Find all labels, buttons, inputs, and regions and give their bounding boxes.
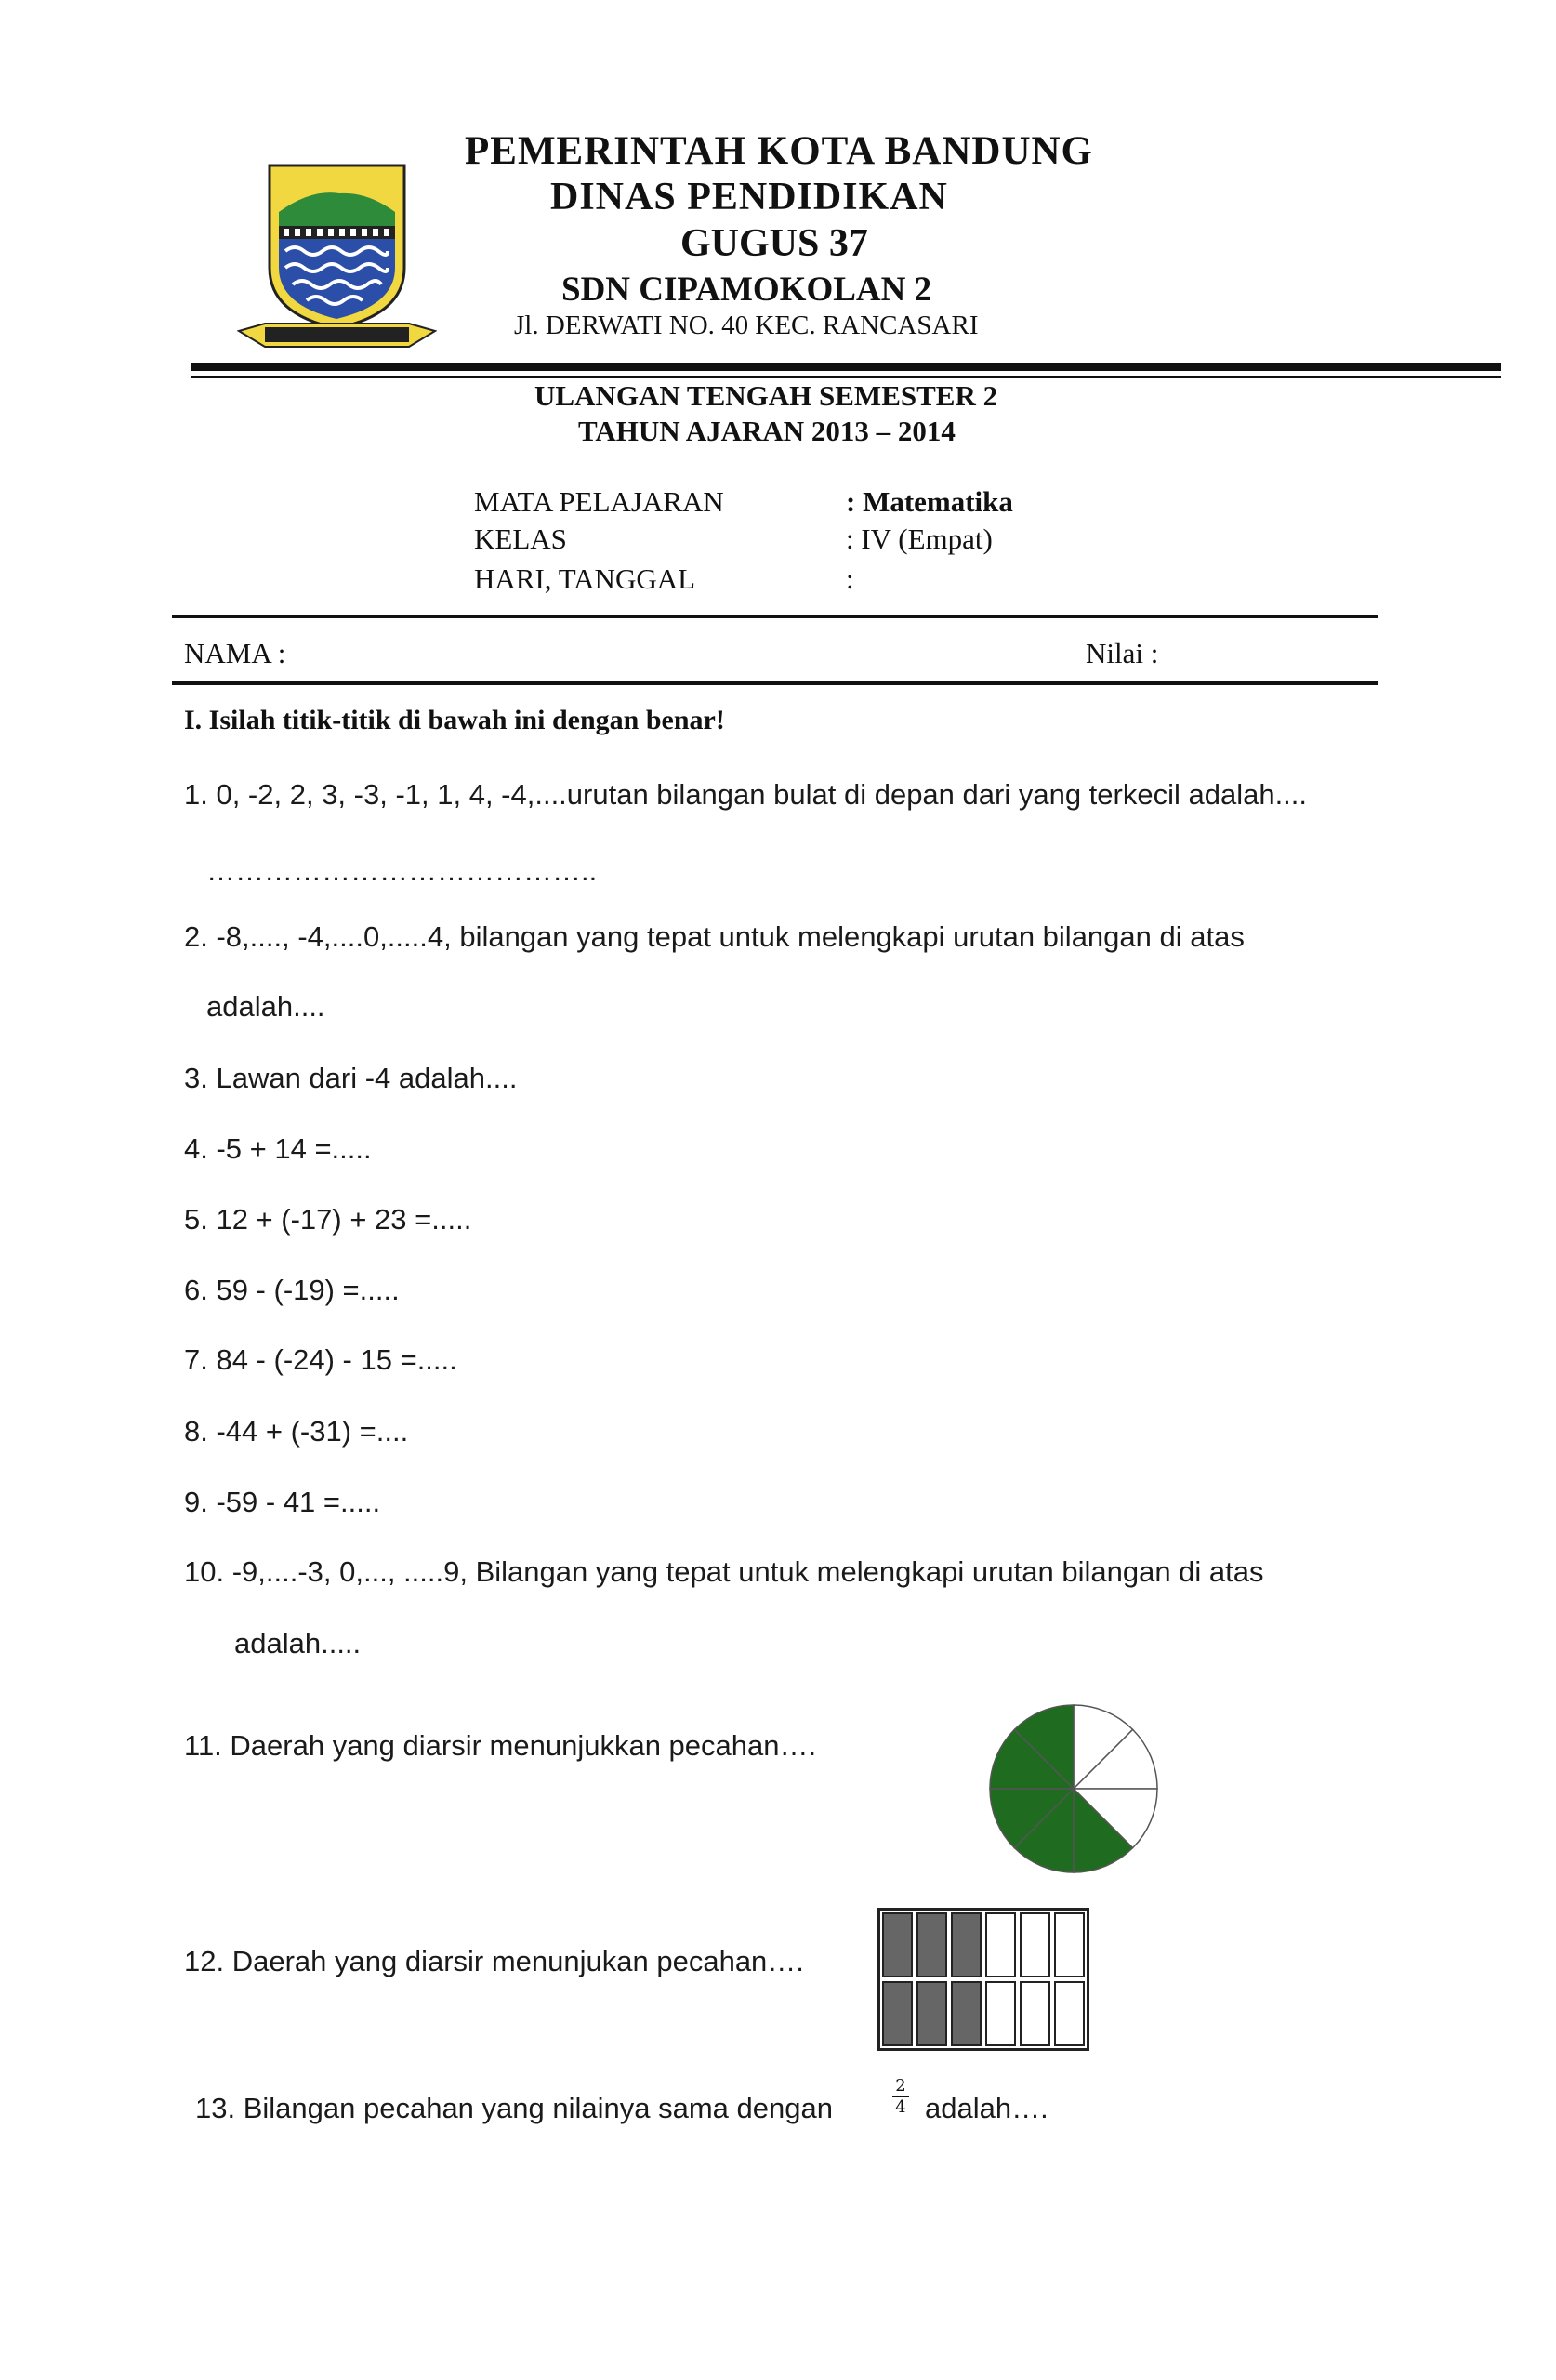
- grid-cell: [1021, 1982, 1049, 2045]
- question-2: 2. -8,...., -4,....0,.....4, bilangan yang tepat untuk melengkapi urutan bilangan di atas: [184, 920, 1245, 953]
- question-1-answer-blank: …………………………………..: [206, 854, 598, 887]
- grid-cell-shaded: [883, 1913, 912, 1977]
- name-box-top-rule: [172, 615, 1378, 618]
- name-box-bottom-rule: [172, 681, 1378, 685]
- question-6: 6. 59 - (-19) =.....: [184, 1274, 400, 1306]
- question-2-continuation: adalah....: [206, 990, 325, 1023]
- section-instruction: I. Isilah titik-titik di bawah ini dengan benar!: [184, 705, 725, 735]
- question-9: 9. -59 - 41 =.....: [184, 1486, 381, 1518]
- grid-cell: [1055, 1982, 1084, 2045]
- header-address: Jl. DERWATI NO. 40 KEC. RANCASARI: [514, 311, 979, 340]
- question-1: 1. 0, -2, 2, 3, -3, -1, 1, 4, -4,....urutan bilangan bulat di depan dari yang terkecil adalah....: [184, 778, 1308, 811]
- grid-cell: [986, 1913, 1015, 1977]
- question-12: 12. Daerah yang diarsir menunjukan pecahan….: [184, 1945, 804, 1977]
- grid-cell-shaded: [952, 1982, 981, 2045]
- question-8: 8. -44 + (-31) =....: [184, 1415, 409, 1448]
- grid-cell: [986, 1982, 1015, 2045]
- fraction-two-fourths: [892, 2077, 909, 2117]
- fraction-grid: [877, 1908, 1089, 2051]
- question-4: 4. -5 + 14 =.....: [184, 1132, 372, 1165]
- fraction-numerator: 2: [895, 2076, 906, 2096]
- grid-cell: [1021, 1913, 1049, 1977]
- score-field-label: Nilai :: [1086, 637, 1159, 669]
- header-cluster: GUGUS 37: [680, 222, 868, 265]
- exam-year: TAHUN AJARAN 2013 – 2014: [578, 415, 956, 447]
- info-value-date: :: [846, 562, 854, 595]
- fraction-pie-chart: [985, 1700, 1162, 1877]
- question-10-continuation: adalah.....: [234, 1627, 362, 1659]
- grid-cell: [1055, 1913, 1084, 1977]
- question-7: 7. 84 - (-24) - 15 =.....: [184, 1343, 457, 1376]
- question-5: 5. 12 + (-17) + 23 =.....: [184, 1203, 472, 1236]
- question-13-end: adalah….: [925, 2092, 1048, 2124]
- question-13: 13. Bilangan pecahan yang nilainya sama dengan: [195, 2092, 833, 2124]
- grid-cell-shaded: [883, 1982, 912, 2045]
- grid-cell-shaded: [917, 1982, 946, 2045]
- header-divider-thin: [191, 376, 1501, 378]
- city-emblem-logo: [237, 156, 437, 351]
- question-11: 11. Daerah yang diarsir menunjukkan pecahan….: [184, 1729, 817, 1762]
- header-department: DINAS PENDIDIKAN: [550, 176, 948, 218]
- info-label-subject: MATA PELAJARAN: [474, 485, 724, 518]
- grid-cell-shaded: [952, 1913, 981, 1977]
- info-label-class: KELAS: [474, 522, 567, 555]
- info-value-subject: : Matematika: [846, 485, 1013, 518]
- header-divider-thick: [191, 363, 1501, 371]
- info-label-date: HARI, TANGGAL: [474, 562, 696, 595]
- header-government: PEMERINTAH KOTA BANDUNG: [465, 129, 1093, 173]
- fraction-denominator: 4: [895, 2097, 906, 2117]
- name-field-label: NAMA :: [184, 637, 286, 669]
- header-school: SDN CIPAMOKOLAN 2: [561, 271, 932, 309]
- question-10: 10. -9,....-3, 0,..., .....9, Bilangan yang tepat untuk melengkapi urutan bilangan di atas: [184, 1555, 1264, 1588]
- question-3: 3. Lawan dari -4 adalah....: [184, 1062, 518, 1094]
- info-value-class: : IV (Empat): [846, 522, 993, 555]
- grid-cell-shaded: [917, 1913, 946, 1977]
- exam-title: ULANGAN TENGAH SEMESTER 2: [534, 379, 998, 412]
